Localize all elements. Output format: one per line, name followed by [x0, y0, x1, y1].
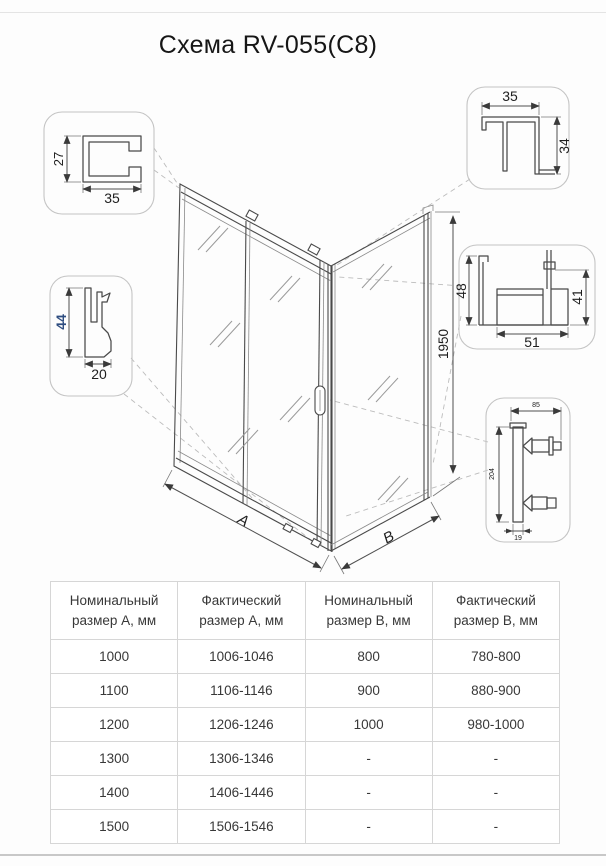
threshold-profile-detail	[453, 250, 589, 350]
table-cell: 1206-1246	[178, 708, 305, 742]
threshold-width-label: 51	[524, 334, 540, 350]
top-rail-width-label: 35	[502, 88, 518, 104]
table-cell: 980-1000	[432, 708, 559, 742]
front-panel-frame	[174, 184, 331, 551]
handle-top-width-label: 85	[532, 402, 540, 409]
table-row	[51, 640, 560, 674]
table-cell: 800	[305, 640, 432, 674]
glass-reflections	[198, 226, 408, 502]
enclosure-drawing	[174, 184, 433, 552]
dimension-b	[334, 502, 441, 574]
threshold-left-height-label: 48	[453, 283, 469, 299]
size-table	[50, 581, 560, 844]
door-guide	[283, 523, 293, 532]
page-title: Схема RV-055(C8)	[158, 31, 378, 59]
table-cell: 1000	[51, 640, 178, 674]
col-header-nominal-a: Номинальный размер А, мм	[51, 582, 178, 640]
col-header-actual-b: Фактический размер В, мм	[432, 582, 559, 640]
bottom-rail-profile-detail	[53, 288, 111, 382]
table-cell: 1500	[51, 810, 178, 844]
width-a-label: A	[234, 510, 252, 531]
wall-profile-height-label: 27	[51, 151, 66, 167]
top-rail-height-label: 34	[556, 138, 572, 154]
table-header-row	[51, 582, 560, 640]
table-row	[51, 708, 560, 742]
top-rail-section	[482, 117, 539, 174]
side-panel-bottom-edge	[331, 497, 430, 551]
threshold-right-height-label: 41	[569, 289, 585, 305]
table-row	[51, 810, 560, 844]
wall-profile-detail	[51, 136, 141, 206]
table-cell: 1300	[51, 742, 178, 776]
height-1950-label: 1950	[436, 328, 451, 360]
table-cell: 1306-1346	[178, 742, 305, 776]
table-row	[51, 776, 560, 810]
table-cell: -	[432, 742, 559, 776]
side-panel-top-edge	[331, 212, 430, 266]
table-cell: 780-800	[432, 640, 559, 674]
bottom-rail-height-label: 44	[53, 314, 69, 330]
door-guide	[311, 538, 321, 547]
bottom-rail-section	[85, 288, 111, 357]
table-cell: 1100	[51, 674, 178, 708]
table-cell: 1200	[51, 708, 178, 742]
table-row	[51, 674, 560, 708]
col-header-nominal-b: Номинальный размер В, мм	[305, 582, 432, 640]
table-cell: -	[305, 810, 432, 844]
table-cell: 900	[305, 674, 432, 708]
size-table-body	[51, 640, 560, 844]
wall-profile-width-label: 35	[104, 190, 120, 206]
handle-detail	[489, 402, 561, 542]
bottom-rail-width-label: 20	[91, 366, 107, 382]
table-cell: 1406-1446	[178, 776, 305, 810]
door-roller	[308, 244, 320, 255]
fixed-panel-divider	[243, 221, 246, 503]
table-cell: -	[305, 776, 432, 810]
wall-profile-section	[83, 136, 141, 182]
table-cell: 1106-1146	[178, 674, 305, 708]
handle-length-label: 204	[489, 468, 496, 480]
table-cell: 880-900	[432, 674, 559, 708]
handle-bar-width-label: 19	[514, 535, 522, 542]
table-cell: -	[432, 776, 559, 810]
col-header-actual-a: Фактический размер А, мм	[178, 582, 305, 640]
table-cell: 1400	[51, 776, 178, 810]
table-cell: 1000	[305, 708, 432, 742]
table-cell: -	[305, 742, 432, 776]
table-cell: -	[432, 810, 559, 844]
depth-b-label: B	[380, 527, 398, 548]
table-cell: 1506-1546	[178, 810, 305, 844]
table-cell: 1006-1046	[178, 640, 305, 674]
table-row	[51, 742, 560, 776]
top-rail-profile-detail	[482, 88, 572, 174]
door-roller	[246, 210, 258, 221]
dimension-height	[433, 212, 460, 496]
